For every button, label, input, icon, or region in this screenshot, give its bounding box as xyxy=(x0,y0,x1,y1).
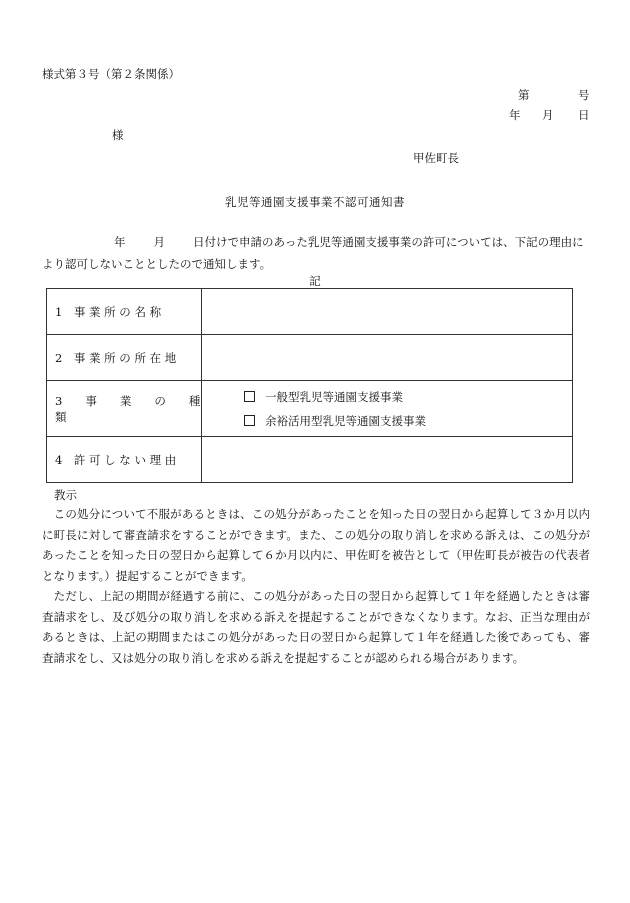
office-address-field[interactable] xyxy=(202,335,573,381)
sender-name: 甲佐町長 xyxy=(413,151,459,165)
office-name-field[interactable] xyxy=(202,289,573,335)
row-label: 2 事 業 所 の 所 在 地 xyxy=(47,335,202,381)
option-label: 余裕活用型乳児等通園支援事業 xyxy=(265,413,426,428)
checkbox-icon[interactable] xyxy=(244,391,255,402)
notes-body xyxy=(42,504,590,668)
notes-paragraph: この処分について不服があるときは、この処分があったことを知った日の翌日から起算して３か月以内に町長に対して審査請求をすることができます。また、この処分の取り消しを求める訴えは、この処分があったことを知った日の翌日から起算して６か月以内に、甲佐町を被告として（甲佐町長が被告の代表者となります。）提起することができます。 xyxy=(42,507,590,583)
row-label: 1 事 業 所 の 名 称 xyxy=(47,289,202,335)
number-prefix: 第 xyxy=(518,88,530,102)
checkbox-icon[interactable] xyxy=(244,415,255,426)
business-type-options xyxy=(202,381,573,437)
document-title: 乳児等通園支援事業不認可通知書 xyxy=(225,195,405,209)
row-label: 4 許 可 し な い 理 由 xyxy=(47,437,202,483)
body-text: 日付けで申請のあった乳児等通園支援事業の許可については、下記の理由により認可しないこととしたので通知します。 xyxy=(42,235,584,271)
row-label: 3 事 業 の 種 類 xyxy=(47,381,202,437)
document-number-line xyxy=(0,87,630,103)
option-general[interactable] xyxy=(202,385,572,409)
notes-heading: 教示 xyxy=(54,488,77,502)
date-day: 日 xyxy=(578,108,590,122)
reason-field[interactable] xyxy=(202,437,573,483)
date-year: 年 xyxy=(509,108,521,122)
date-month: 月 xyxy=(542,108,554,122)
addressee: 様 xyxy=(112,128,124,142)
table-row xyxy=(47,381,573,437)
table-row xyxy=(47,437,573,483)
ki-heading: 記 xyxy=(309,274,321,288)
notes-paragraph: ただし、上記の期間が経過する前に、この処分があった日の翌日から起算して１年を経過したときは審査請求をし、及び処分の取り消しを求める訴えを提起することができなくなります。なお、正当な理由があるときは、上記の期間またはこの処分があった日の翌日から起算して１年を経過した後であっても、審査請求をし、又は処分の取り消しを求める訴えを提起することが認められる場合があります。 xyxy=(42,589,590,665)
body-date-year: 年 xyxy=(114,235,126,249)
details-table xyxy=(46,288,573,483)
option-surplus[interactable] xyxy=(202,409,572,433)
number-suffix: 号 xyxy=(578,88,590,102)
date-line xyxy=(0,107,630,123)
body-date-month: 月 xyxy=(153,235,165,249)
table-row xyxy=(47,289,573,335)
table-row xyxy=(47,335,573,381)
form-number: 様式第３号（第２条関係） xyxy=(42,67,180,81)
body-paragraph xyxy=(42,231,590,275)
option-label: 一般型乳児等通園支援事業 xyxy=(265,389,403,404)
